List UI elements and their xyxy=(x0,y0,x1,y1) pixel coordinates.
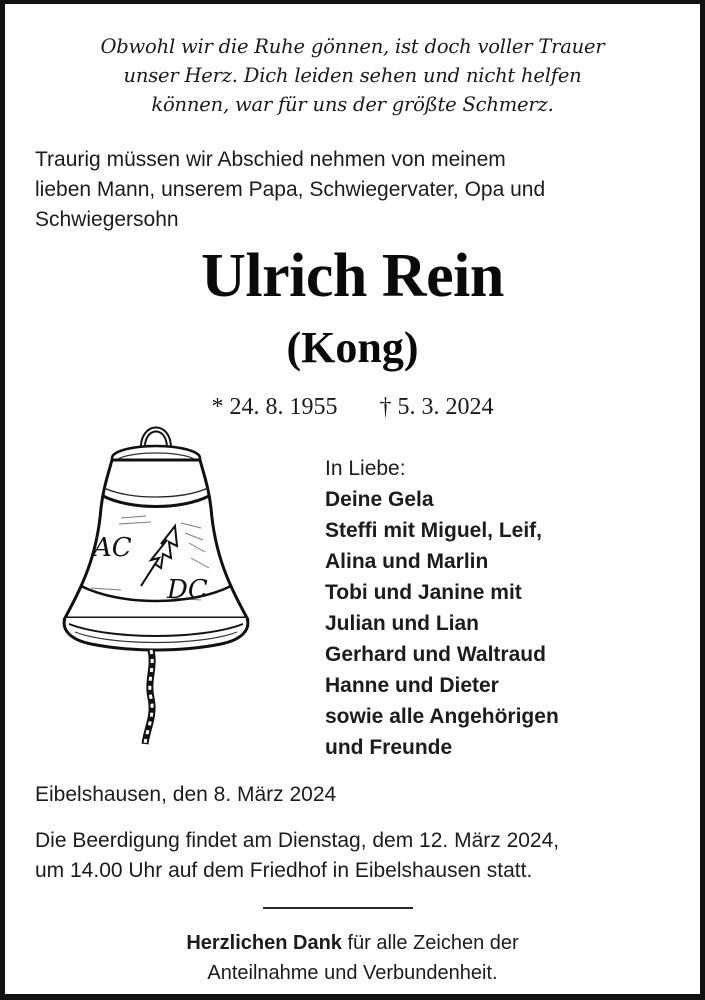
verse-line: unser Herz. Dich leiden sehen und nicht helfen xyxy=(123,64,582,87)
birth-date: * 24. 8. 1955 xyxy=(211,394,338,420)
family-member: Steffi mit Miguel, Leif, xyxy=(325,519,543,542)
family-member: und Freunde xyxy=(325,736,453,759)
family-member: Deine Gela xyxy=(325,488,434,511)
funeral-line: Die Beerdigung findet am Dienstag, dem 12. März 2024, xyxy=(35,829,560,852)
family-member: Hanne und Dieter xyxy=(325,674,499,697)
divider-line xyxy=(263,907,413,909)
place-date: Eibelshausen, den 8. März 2024 xyxy=(35,783,337,806)
intro-line: lieben Mann, unserem Papa, Schwiegervater, Opa und xyxy=(35,178,546,201)
deceased-nickname: (Kong) xyxy=(286,323,419,372)
family-member: sowie alle Angehörigen xyxy=(325,705,559,728)
bell-text-dc: DC xyxy=(167,575,208,605)
bell-text-ac: AC xyxy=(93,533,132,563)
family-member: Alina und Marlin xyxy=(325,550,489,573)
verse-line: Obwohl wir die Ruhe gönnen, ist doch voller Trauer xyxy=(100,35,605,58)
funeral-info xyxy=(35,826,695,886)
intro-line: Schwiegersohn xyxy=(35,208,179,231)
thanks-line-2: Anteilnahme und Verbundenheit. xyxy=(207,962,498,984)
family-member: Gerhard und Waltraud xyxy=(325,643,546,666)
deceased-name: Ulrich Rein xyxy=(201,242,504,310)
funeral-line: um 14.00 Uhr auf dem Friedhof in Eibelshausen statt. xyxy=(35,859,533,882)
intro-text xyxy=(35,145,695,235)
family-member: Julian und Lian xyxy=(325,612,480,635)
family-list xyxy=(325,453,559,763)
verse-line: können, war für uns der größte Schmerz. xyxy=(151,93,554,116)
family-lead: In Liebe: xyxy=(325,457,406,480)
death-date: † 5. 3. 2024 xyxy=(379,394,494,420)
bell-icon xyxy=(51,418,261,754)
thanks-line-1 xyxy=(5,928,700,958)
intro-line: Traurig müssen wir Abschied nehmen von meinem xyxy=(35,148,506,171)
verse xyxy=(5,32,700,119)
family-member: Tobi und Janine mit xyxy=(325,581,522,604)
thanks-text xyxy=(5,928,700,988)
thanks-bold: Herzlichen Dank xyxy=(186,932,342,954)
thanks-rest: für alle Zeichen der xyxy=(341,932,519,954)
